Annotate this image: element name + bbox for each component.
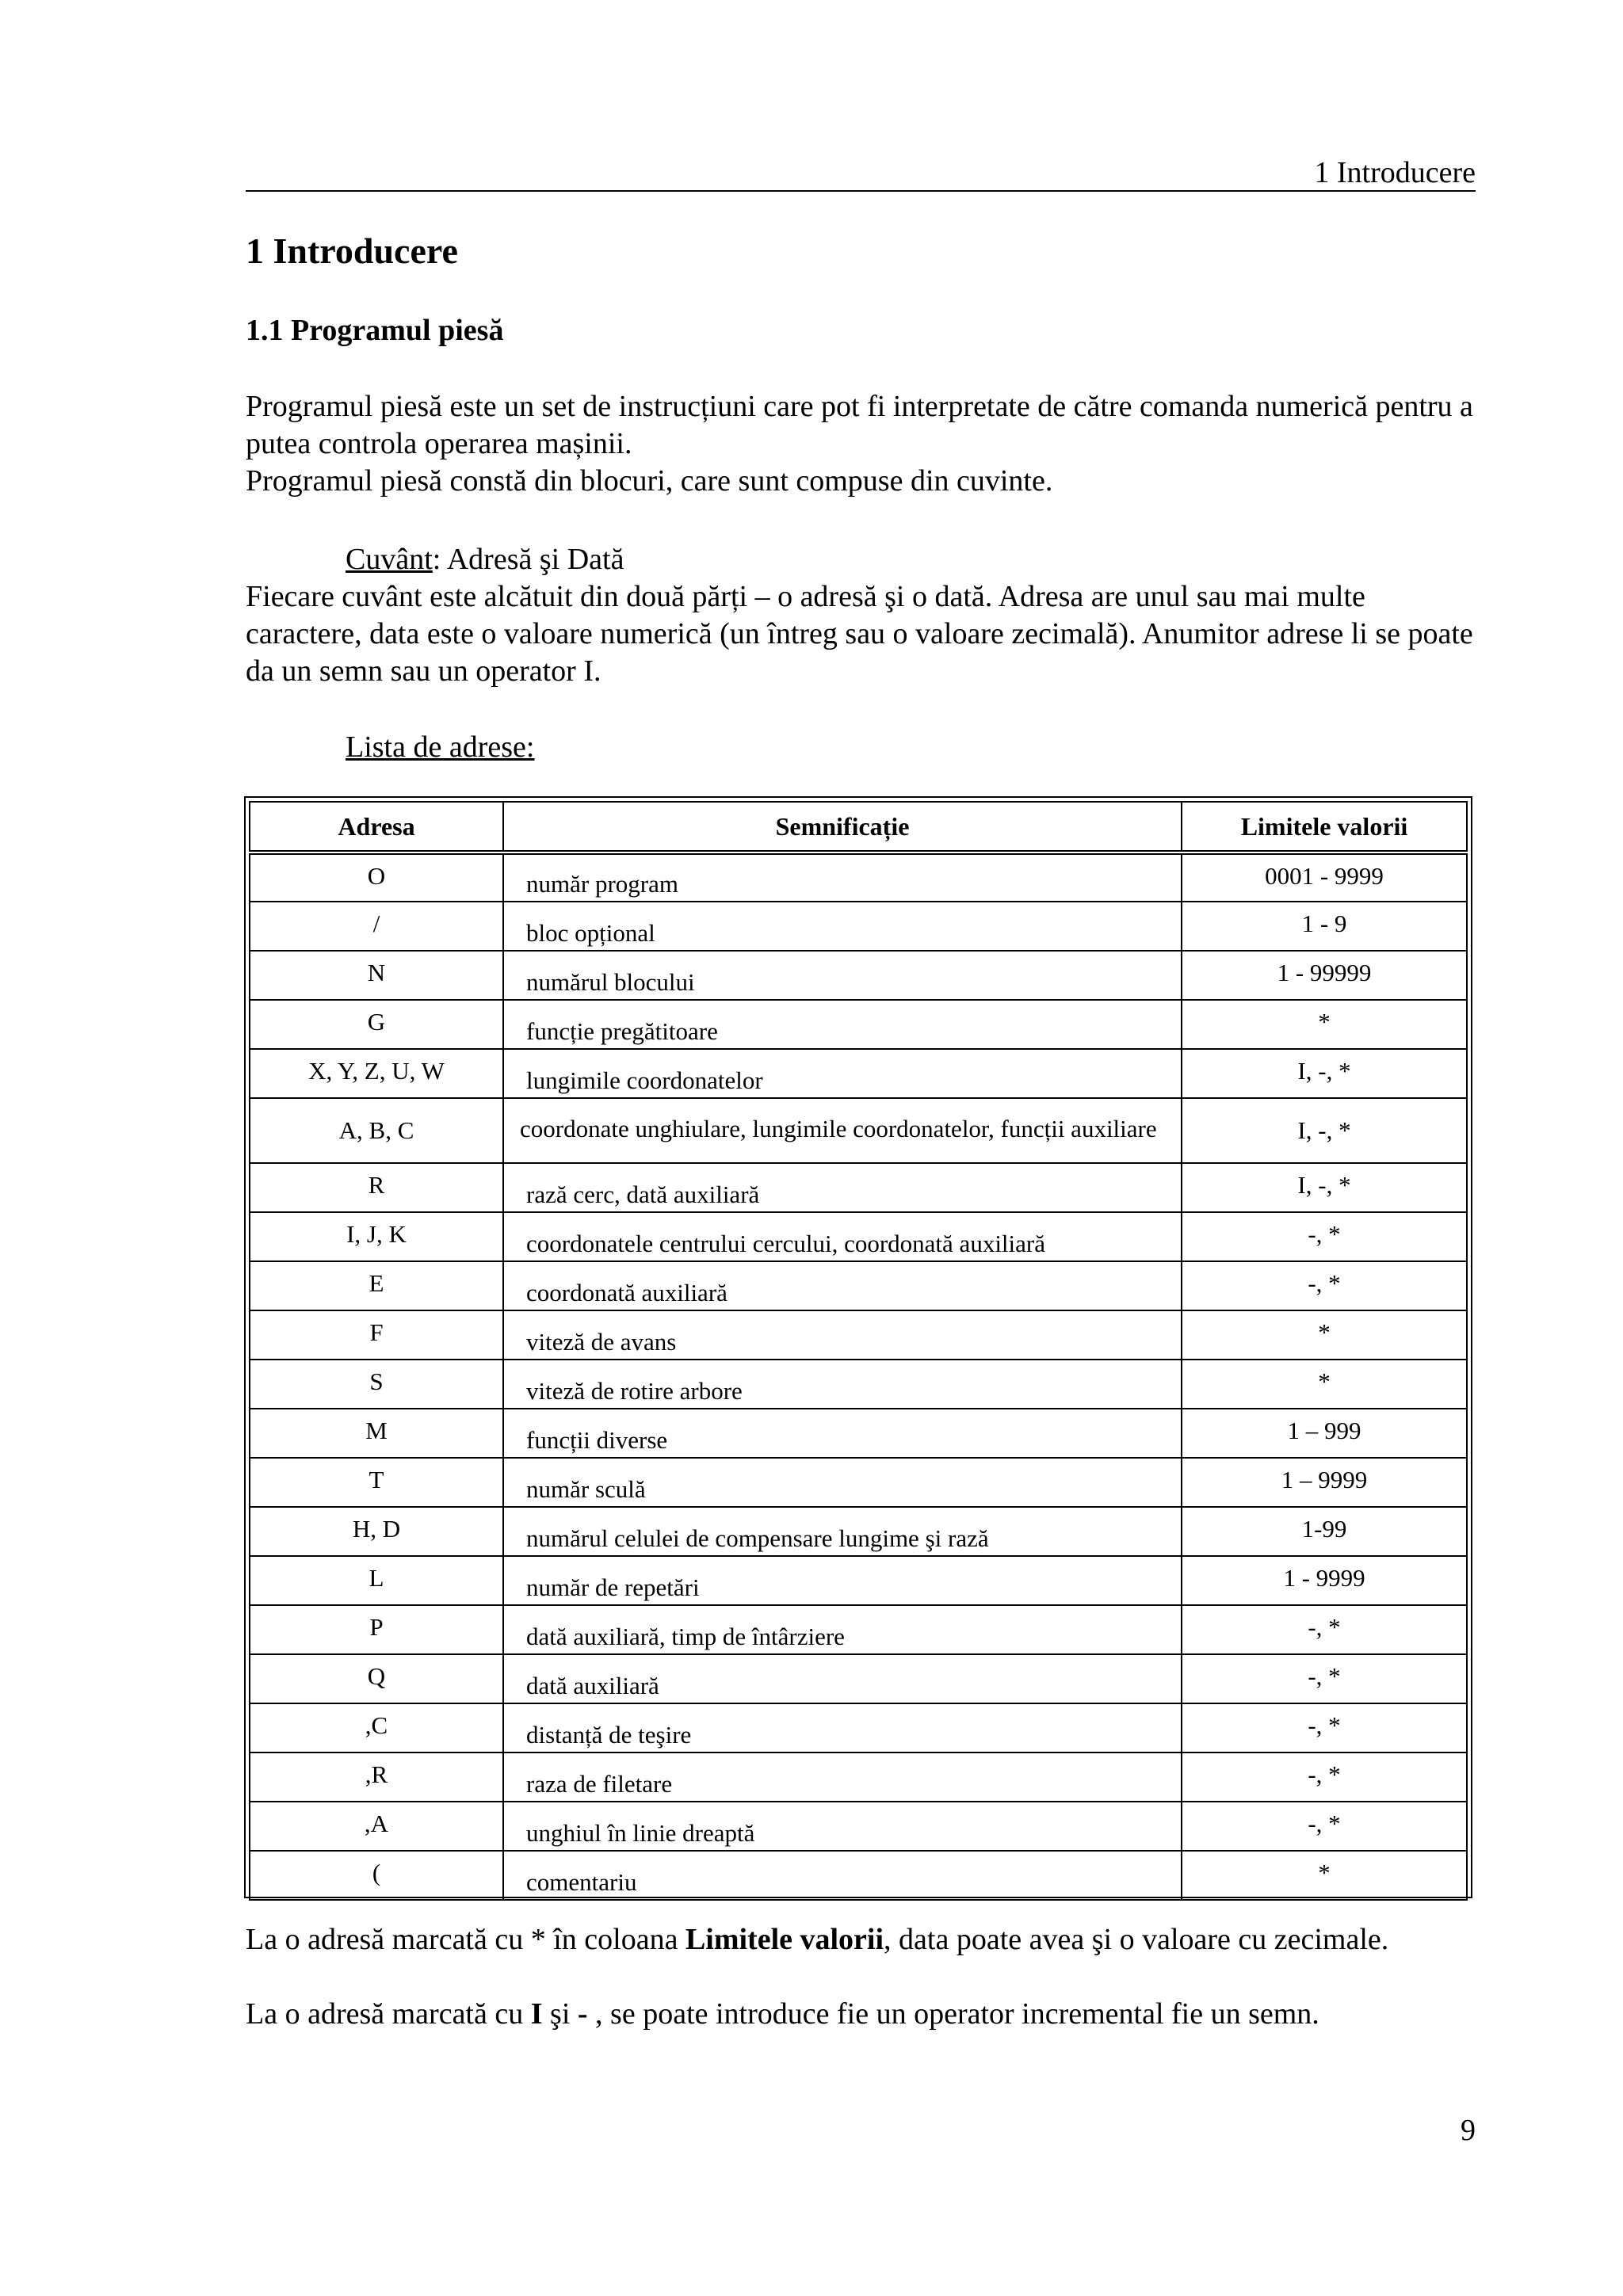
cell-address: P bbox=[250, 1605, 503, 1654]
header-meaning: Semnificație bbox=[503, 802, 1182, 852]
cell-meaning: numărul blocului bbox=[503, 951, 1182, 1000]
table-row bbox=[250, 1000, 1467, 1049]
cell-meaning: coordonată auxiliară bbox=[503, 1261, 1182, 1310]
cell-address: G bbox=[250, 1000, 503, 1049]
cell-meaning: viteză de avans bbox=[503, 1310, 1182, 1360]
cell-address: L bbox=[250, 1556, 503, 1605]
intro-paragraph-2: Programul piesă constă din blocuri, care sunt compuse din cuvinte. bbox=[246, 464, 1053, 498]
cell-address: S bbox=[250, 1360, 503, 1409]
cell-address: A, B, C bbox=[250, 1098, 503, 1163]
note-incremental: La o adresă marcată cu I şi - , se poate introduce fie un operator incremental fie un semn. bbox=[246, 1997, 1319, 2031]
table-row bbox=[250, 852, 1467, 902]
cell-limits: 1 - 9 bbox=[1182, 902, 1467, 951]
cell-limits: * bbox=[1182, 1000, 1467, 1049]
table-row bbox=[250, 1703, 1467, 1753]
cell-meaning: funcție pregătitoare bbox=[503, 1000, 1182, 1049]
cell-limits: -, * bbox=[1182, 1605, 1467, 1654]
note-asterisk: La o adresă marcată cu * în coloana Limitele valorii, data poate avea şi o valoare cu zecimale. bbox=[246, 1923, 1389, 1956]
cell-address: / bbox=[250, 902, 503, 951]
cell-meaning: coordonatele centrului cercului, coordonată auxiliară bbox=[503, 1212, 1182, 1261]
table-row bbox=[250, 1163, 1467, 1212]
cell-meaning: numărul celulei de compensare lungime şi rază bbox=[503, 1507, 1182, 1556]
cell-address: N bbox=[250, 951, 503, 1000]
cell-meaning: comentariu bbox=[503, 1851, 1182, 1900]
cell-address: H, D bbox=[250, 1507, 503, 1556]
table-row bbox=[250, 1212, 1467, 1261]
cell-address: E bbox=[250, 1261, 503, 1310]
cell-meaning: bloc opțional bbox=[503, 902, 1182, 951]
cell-limits: * bbox=[1182, 1360, 1467, 1409]
cell-address: O bbox=[250, 852, 503, 902]
word-label: Cuvânt bbox=[346, 543, 433, 576]
address-table-frame bbox=[244, 796, 1472, 1898]
table-row bbox=[250, 951, 1467, 1000]
cell-meaning: coordonate unghiulare, lungimile coordonatelor, funcții auxiliare bbox=[503, 1098, 1182, 1163]
cell-meaning: număr program bbox=[503, 852, 1182, 902]
address-list-label: Lista de adrese: bbox=[346, 730, 535, 764]
address-table bbox=[249, 801, 1468, 1901]
cell-address: T bbox=[250, 1458, 503, 1507]
cell-meaning: dată auxiliară bbox=[503, 1654, 1182, 1703]
word-definition-label bbox=[346, 541, 624, 578]
cell-limits: * bbox=[1182, 1851, 1467, 1900]
cell-meaning: viteză de rotire arbore bbox=[503, 1360, 1182, 1409]
cell-meaning: unghiul în linie dreaptă bbox=[503, 1802, 1182, 1851]
cell-meaning: număr de repetări bbox=[503, 1556, 1182, 1605]
cell-limits: -, * bbox=[1182, 1212, 1467, 1261]
table-header-row bbox=[250, 802, 1467, 852]
cell-meaning: funcții diverse bbox=[503, 1409, 1182, 1458]
table-body bbox=[250, 852, 1467, 1900]
table-row bbox=[250, 1605, 1467, 1654]
cell-meaning: distanță de teşire bbox=[503, 1703, 1182, 1753]
cell-address: R bbox=[250, 1163, 503, 1212]
cell-address: ,A bbox=[250, 1802, 503, 1851]
cell-address: M bbox=[250, 1409, 503, 1458]
cell-meaning: lungimile coordonatelor bbox=[503, 1049, 1182, 1098]
cell-limits: -, * bbox=[1182, 1703, 1467, 1753]
cell-limits: I, -, * bbox=[1182, 1098, 1467, 1163]
cell-limits: -, * bbox=[1182, 1654, 1467, 1703]
cell-address: Q bbox=[250, 1654, 503, 1703]
cell-address: ,C bbox=[250, 1703, 503, 1753]
table-row bbox=[250, 1310, 1467, 1360]
table-row bbox=[250, 1098, 1467, 1163]
table-row bbox=[250, 1753, 1467, 1802]
table-row bbox=[250, 1261, 1467, 1310]
table-row bbox=[250, 902, 1467, 951]
table-row bbox=[250, 1458, 1467, 1507]
section-heading: 1.1 Programul piesă bbox=[246, 314, 504, 347]
running-header-title: 1 Introducere bbox=[1314, 156, 1476, 189]
cell-address: ( bbox=[250, 1851, 503, 1900]
table-row bbox=[250, 1802, 1467, 1851]
table-row bbox=[250, 1409, 1467, 1458]
table-row bbox=[250, 1360, 1467, 1409]
table-row bbox=[250, 1654, 1467, 1703]
cell-limits: 1 - 99999 bbox=[1182, 951, 1467, 1000]
word-label-rest: : Adresă şi Dată bbox=[432, 543, 624, 576]
header-address: Adresa bbox=[250, 802, 503, 852]
table-row bbox=[250, 1049, 1467, 1098]
cell-address: ,R bbox=[250, 1753, 503, 1802]
cell-address: F bbox=[250, 1310, 503, 1360]
cell-address: X, Y, Z, U, W bbox=[250, 1049, 503, 1098]
cell-limits: 1 - 9999 bbox=[1182, 1556, 1467, 1605]
cell-meaning: rază cerc, dată auxiliară bbox=[503, 1163, 1182, 1212]
chapter-heading: 1 Introducere bbox=[246, 231, 458, 271]
cell-address: I, J, K bbox=[250, 1212, 503, 1261]
cell-limits: I, -, * bbox=[1182, 1163, 1467, 1212]
header-limits: Limitele valorii bbox=[1182, 802, 1467, 852]
cell-limits: -, * bbox=[1182, 1261, 1467, 1310]
cell-limits: * bbox=[1182, 1310, 1467, 1360]
cell-meaning: dată auxiliară, timp de întârziere bbox=[503, 1605, 1182, 1654]
running-header bbox=[246, 155, 1476, 192]
page-number: 9 bbox=[1461, 2114, 1476, 2147]
table-row bbox=[250, 1556, 1467, 1605]
table-row bbox=[250, 1507, 1467, 1556]
cell-limits: -, * bbox=[1182, 1802, 1467, 1851]
intro-paragraph-1: Programul piesă este un set de instrucțiuni care pot fi interpretate de către comanda numerică pentru a putea controla operarea mașinii. bbox=[246, 390, 1473, 460]
cell-limits: I, -, * bbox=[1182, 1049, 1467, 1098]
cell-limits: 0001 - 9999 bbox=[1182, 852, 1467, 902]
cell-limits: -, * bbox=[1182, 1753, 1467, 1802]
word-paragraph: Fiecare cuvânt este alcătuit din două părți – o adresă şi o dată. Adresa are unul sau mai multe caractere, data este o valoare numerică (un întreg sau o valoare zecimală). Anumitor adrese li se poate da un semn sau un operator I. bbox=[246, 580, 1473, 688]
cell-meaning: raza de filetare bbox=[503, 1753, 1182, 1802]
cell-limits: 1 – 999 bbox=[1182, 1409, 1467, 1458]
cell-meaning: număr sculă bbox=[503, 1458, 1182, 1507]
cell-limits: 1-99 bbox=[1182, 1507, 1467, 1556]
table-row bbox=[250, 1851, 1467, 1900]
cell-limits: 1 – 9999 bbox=[1182, 1458, 1467, 1507]
